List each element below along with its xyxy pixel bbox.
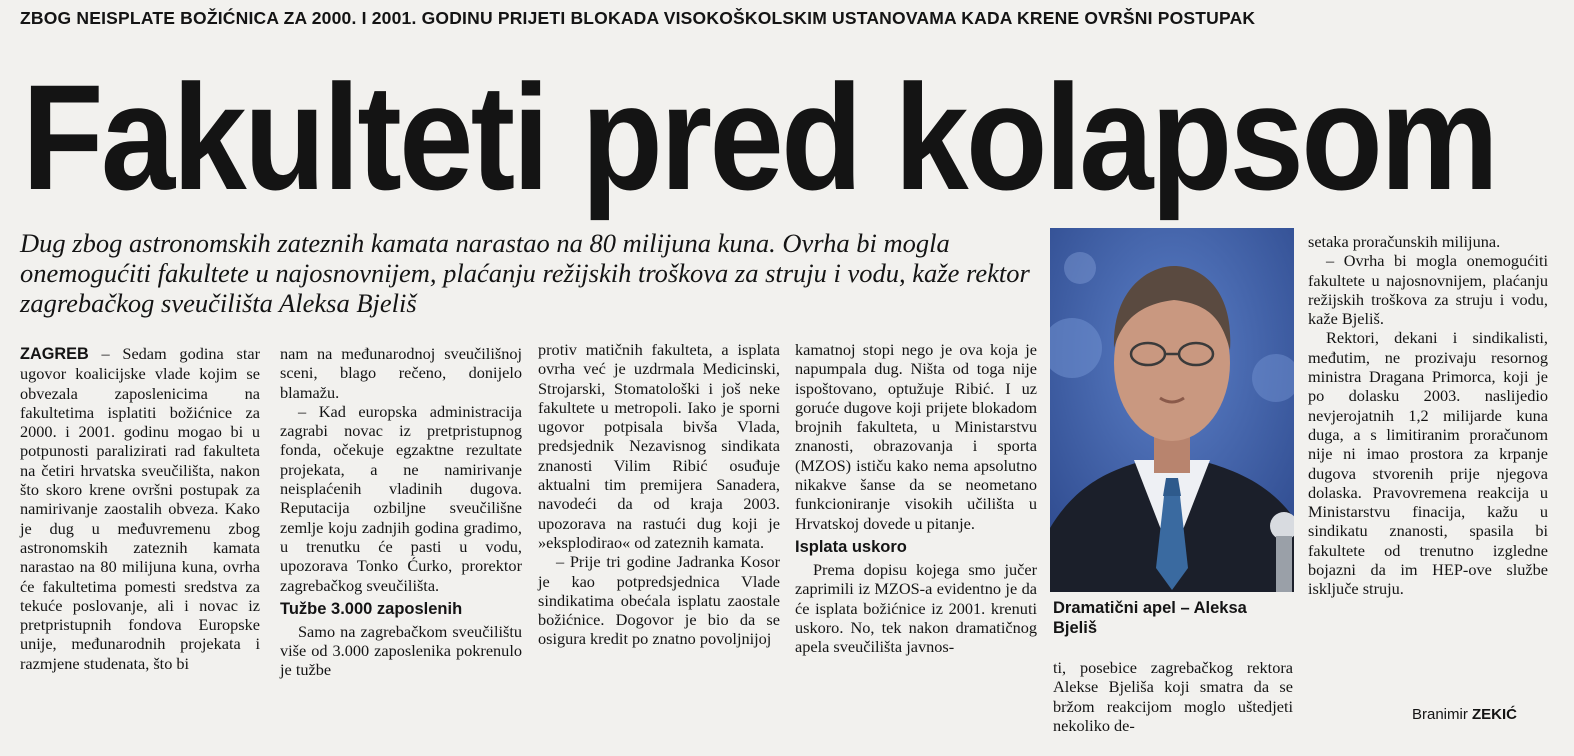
dateline: ZAGREB [20,345,89,363]
kicker: ZBOG NEISPLATE BOŽIĆNICA ZA 2000. I 2001. GODINU PRIJETI BLOKADA VISOKOŠKOLSKIM USTANOVAMA KADA KRENE OVRŠNI POSTUPAK [20,8,1256,28]
paragraph-text: – Sedam godina star ugovor koalicijske vlade kojim se obvezala zaposlenicima na fakultetima isplatiti božićnice za 2000. i 2001. godinu mogao bi u potpunosti paralizirati rad fakulteta na četiri hrvatska sveučilišta, nakon što skoro krene ovršni postupak za namirivanje zaostalih obveza. Kako je dug u međuvremenu zbog astronomskih zateznih kamata narastao na 80 milijuna kuna, ovrha će fakultetima pomesti sredstva za tekuće poslovanje, ali i novac iz pretpristupnih fondova Europske unije, međunarodnih projekata i razmjene studenata, što bi [20,344,260,673]
paragraph: – Kad europska administracija zagrabi novac iz pretpristupnog fonda, očekuje egzaktne rezultate projekata, a ne namirivanje neisplaćenih vladinih dugova. Reputacija ozbiljne sveučilišne zemlje koju zadnjih godina gradimo, u trenutku će pasti u vodu, upozorava Tonko Ćurko, prorektor zagrebačkog sveučilišta. [280,401,522,595]
paragraph: – Prije tri godine Jadranka Kosor je kao potpredsjednica Vlade sindikatima obećala isplatu zaostale božićnice. Dogovor je bio da se osigura kredit po znatno povoljnijoj [538,552,780,649]
paragraph: nam na međunarodnoj sveučilišnoj sceni, blago rečeno, donijelo blamažu. [280,344,522,402]
article-column-6 [1308,232,1548,599]
paragraph: – Ovrha bi mogla onemogućiti fakultete u najosnovnijem, plaćanju režijskih troškova za struju i vodu, kaže Bjeliš. [1308,251,1548,329]
paragraph: protiv matičnih fakulteta, a isplata ovrha već je uzdrmala Medicinski, Strojarski, Stomatološki i još neke fakultete u metropoli. Iako je sporni ugovor potpisala bivša Vlada, predsjednik Nezavisnog sindikata znanosti Vilim Ribić osuđuje aktualni tim premijera Sanadera, navodeći da od kraja 2003. upozorava na rastući dug koji je »eksplodirao« od zateznih kamata. [538,340,780,552]
paragraph: Samo na zagrebačkom sveučilištu više od 3.000 zaposlenika pokrenulo je tužbe [280,621,522,680]
portrait-photo [1050,228,1294,592]
article-column-2 [280,344,522,680]
paragraph: ti, posebice zagrebačkog rektora Alekse Bjeliša koji smatra da se bržom reakcijom moglo uštedjeti nekoliko de- [1053,658,1293,735]
article-column-3 [538,340,780,649]
paragraph: kamatnoj stopi nego je ova koja je napumpala dug. Ništa od toga nije ispoštovano, optužuje Ribić. I uz goruće dugove koji prijete blokadom brojnih fakulteta, u Ministarstvu znanosti, obrazovanja i sporta (MZOS) ističu kako nema apsolutno nikakve šanse da se neometano funkcioniranje visokih učilišta u Hrvatskoj dovede u pitanje. [795,340,1037,533]
subheadline: Dug zbog astronomskih zateznih kamata narastao na 80 milijuna kuna. Ovrha bi mogla onemogućiti fakultete u najosnovnijem, plaćanju režijskih troškova za struju i vodu, kaže rektor zagrebačkog sveučilišta Aleksa Bjeliš [20,228,1030,318]
byline-first-name: Branimir [1412,706,1468,723]
paragraph: setaka proračunskih milijuna. [1308,232,1501,251]
photo-caption: Dramatični apel – Aleksa Bjeliš [1053,599,1247,637]
byline-last-name: ZEKIĆ [1472,706,1518,723]
paragraph: Rektori, dekani i sindikalisti, međutim, ne prozivaju resornog ministra Dragana Primorca, koji je po dolasku 2003. naslijedio nevjerojatnih 1,2 milijarde kuna duga, a s limitiranim proračunom nije ni imao prostora za krpanje dugova stvorenih prije njegova dolaska. Pravovremena reakcija u Ministarstvu finacija, kažu u sindikatu znanosti, spasila bi fakultete od trenutno izgledne bojazni da im HEP-ove službe isključe struju. [1308,328,1548,599]
paragraph: Prema dopisu kojega smo jučer zaprimili iz MZOS-a evidentno je da će isplata božićnice iz 2001. krenuti uskoro. No, tek nakon dramatičnog apela sveučilišta javnos- [795,559,1037,657]
article-column-4 [795,340,1037,656]
headline: Fakulteti pred kolapsom [22,53,1497,221]
byline [1412,706,1517,723]
paragraph [20,344,260,673]
subhead-payment: Isplata uskoro [795,537,907,556]
subhead-lawsuits: Tužbe 3.000 zaposlenih [280,599,463,618]
article-column-5 [1053,658,1293,735]
article-column-1 [20,344,260,673]
